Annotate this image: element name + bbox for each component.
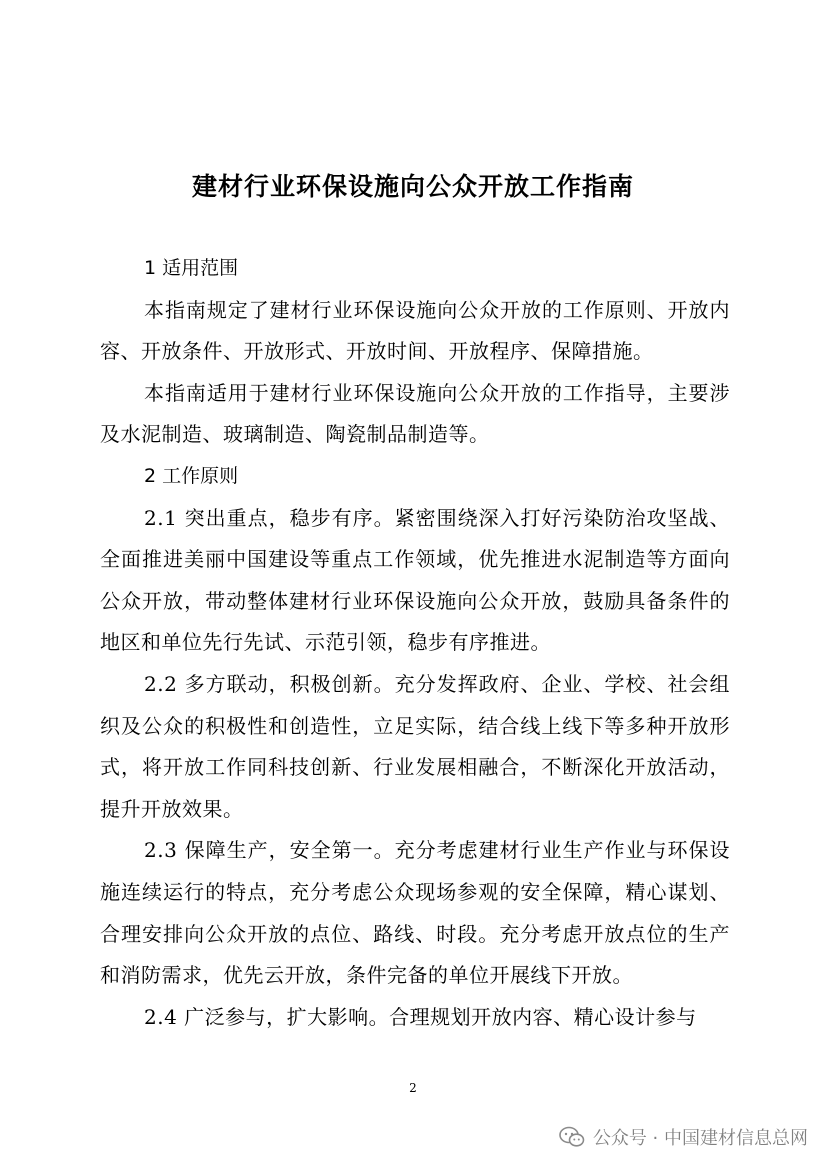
- paragraph: 本指南适用于建材行业环保设施向公众开放的工作指导，主要涉及水泥制造、玻璃制造、陶瓷制品制造等。: [100, 380, 730, 447]
- watermark-text: 公众号 · 中国建材信息总网: [592, 1128, 808, 1149]
- document-title: 建材行业环保设施向公众开放工作指南: [191, 172, 634, 201]
- paragraph: 2.3 保障生产，安全第一。充分考虑建材行业生产作业与环保设施连续运行的特点，充分考虑公众现场参观的安全保障，精心谋划、合理安排向公众开放的点位、路线、时段。充分考虑开放点位的生产和消防需求，优先云开放，条件完备的单位开展线下开放。: [100, 838, 730, 988]
- wechat-watermark: [559, 1122, 808, 1152]
- paragraph: 2.1 突出重点，稳步有序。紧密围绕深入打好污染防治攻坚战、全面推进美丽中国建设等重点工作领域，优先推进水泥制造等方面向公众开放，带动整体建材行业环保设施向公众开放，鼓励具备条件的地区和单位先行先试、示范引领，稳步有序推进。: [100, 505, 730, 655]
- wechat-icon: [559, 1126, 585, 1148]
- paragraph: 本指南规定了建材行业环保设施向公众开放的工作原则、开放内容、开放条件、开放形式、开放时间、开放程序、保障措施。: [100, 297, 730, 364]
- paragraph: 2.2 多方联动，积极创新。充分发挥政府、企业、学校、社会组织及公众的积极性和创造性，立足实际，结合线上线下等多种开放形式，将开放工作同科技创新、行业发展相融合，不断深化开放活动，提升开放效果。: [100, 671, 730, 821]
- page-number: 2: [409, 1081, 417, 1095]
- paragraph: 2.4 广泛参与，扩大影响。合理规划开放内容、精心设计参与: [144, 1004, 697, 1029]
- section-heading-scope: 1 适用范围: [144, 257, 239, 279]
- document-body: [100, 248, 730, 1038]
- section-heading-principles: 2 工作原则: [144, 464, 239, 487]
